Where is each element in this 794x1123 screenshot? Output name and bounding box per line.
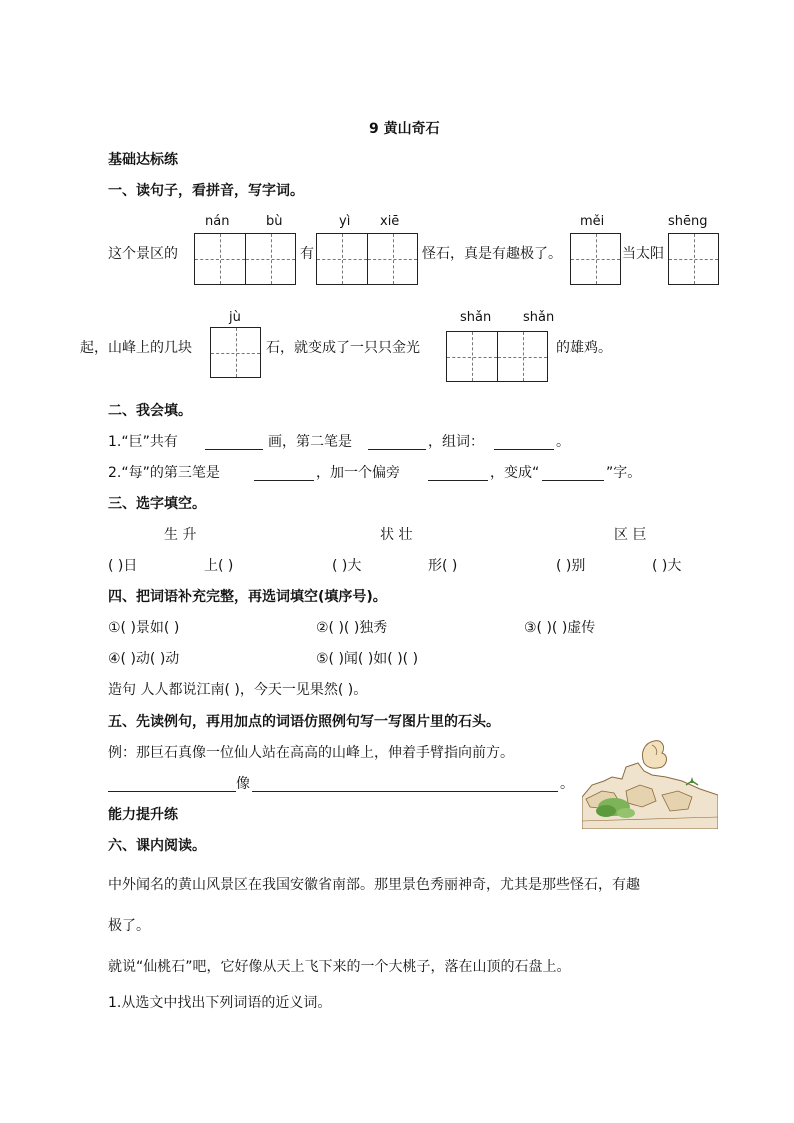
pinyin-nan: nán	[205, 214, 230, 229]
s2-q1-part1: 1.“巨”共有	[108, 434, 178, 450]
char-box-shanshan[interactable]	[446, 331, 548, 382]
pinyin-shan-2: shǎn	[523, 310, 555, 325]
s4-sentence[interactable]: 造句 人人都说江南( )，今天一见果然( )。	[108, 682, 368, 698]
s6-question-1: 1.从选文中找出下列词语的近义词。	[108, 995, 332, 1011]
s3-blank-1a[interactable]: ( )日	[108, 558, 138, 574]
section-3-heading: 三、选字填空。	[108, 496, 206, 512]
s1-text-a: 这个景区的	[108, 246, 178, 262]
s6-paragraph-1-line-2: 极了。	[108, 918, 150, 934]
pinyin-shan-1: shǎn	[460, 310, 492, 325]
s2-q1-blank-1[interactable]	[205, 449, 263, 450]
section-4-heading: 四、把词语补充完整，再选词填空(填序号)。	[108, 589, 387, 605]
s3-blank-3b[interactable]: ( )大	[652, 558, 682, 574]
s3-chars-group-2: 状 壮	[380, 527, 413, 543]
s4-item-1[interactable]: ①( )景如( )	[108, 620, 180, 636]
char-box-yixie[interactable]	[316, 233, 418, 285]
char-box-ju[interactable]	[210, 327, 261, 378]
s1-text-c: 怪石，真是有趣极了。	[422, 246, 562, 262]
s1-text-f: 石，就变成了一只只金光	[266, 340, 420, 356]
section-2-heading: 二、我会填。	[108, 403, 192, 419]
s2-q2-blank-2[interactable]	[428, 480, 488, 481]
s3-blank-2a[interactable]: ( )大	[332, 558, 362, 574]
s3-blank-3a[interactable]: ( )别	[556, 558, 586, 574]
char-box-mei[interactable]	[570, 233, 621, 285]
s2-q2-blank-3[interactable]	[542, 480, 604, 481]
s2-q2-part3: ，变成“	[490, 465, 540, 481]
s3-blank-1b[interactable]: 上( )	[204, 558, 234, 574]
pinyin-mei: měi	[580, 214, 605, 229]
s6-paragraph-2: 就说“仙桃石”吧，它好像从天上飞下来的一个大桃子，落在山顶的石盘上。	[108, 959, 571, 975]
s6-paragraph-1-line-1: 中外闻名的黄山风景区在我国安徽省南部。那里景色秀丽神奇，尤其是那些怪石，有趣	[108, 877, 640, 893]
s4-item-4[interactable]: ④( )动( )动	[108, 651, 180, 667]
pinyin-bu: bù	[266, 214, 283, 229]
s5-blank-description[interactable]	[252, 791, 558, 792]
pinyin-yi: yì	[339, 214, 351, 229]
s2-q1-part3: ，组词：	[428, 434, 484, 450]
section-1-heading: 一、读句子，看拼音，写字词。	[108, 183, 304, 199]
s2-q1-part2: 画，第二笔是	[268, 434, 352, 450]
s3-blank-2b[interactable]: 形( )	[428, 558, 458, 574]
page-title: 9 黄山奇石	[369, 121, 440, 137]
s1-text-g: 的雄鸡。	[556, 340, 612, 356]
s5-blank-subject[interactable]	[108, 791, 236, 792]
s3-chars-group-1: 生 升	[164, 527, 197, 543]
s4-item-5[interactable]: ⑤( )闻( )如( )( )	[316, 651, 419, 667]
s5-example: 例：那巨石真像一位仙人站在高高的山峰上，伸着手臂指向前方。	[108, 745, 514, 761]
char-box-sheng[interactable]	[668, 233, 719, 285]
section-5-heading: 五、先读例句，再用加点的词语仿照例句写一写图片里的石头。	[108, 714, 500, 730]
s1-text-e: 起，山峰上的几块	[80, 340, 192, 356]
pinyin-xie: xiē	[380, 214, 400, 229]
char-box-nanbu[interactable]	[194, 233, 296, 285]
s4-item-2[interactable]: ②( )( )独秀	[316, 620, 388, 636]
pinyin-ju: jù	[229, 310, 241, 325]
stone-illustration	[582, 737, 718, 829]
s2-q1-blank-3[interactable]	[494, 449, 554, 450]
s1-text-d: 当太阳	[622, 246, 664, 262]
section-6-heading: 六、课内阅读。	[108, 838, 206, 854]
s3-chars-group-3: 区 巨	[614, 527, 647, 543]
s2-q2-blank-1[interactable]	[254, 480, 314, 481]
s2-q2-part4: ”字。	[606, 465, 642, 481]
s2-q2-part2: ，加一个偏旁	[316, 465, 400, 481]
s2-q1-blank-2[interactable]	[368, 449, 426, 450]
s4-item-3[interactable]: ③( )( )虚传	[524, 620, 596, 636]
s1-text-b: 有	[300, 246, 314, 262]
section-basic-heading: 基础达标练	[108, 152, 178, 168]
s2-q1-part4: 。	[556, 434, 570, 450]
pinyin-sheng: shēng	[668, 214, 708, 229]
s5-end-mark: 。	[560, 776, 574, 792]
s2-q2-part1: 2.“每”的第三笔是	[108, 465, 220, 481]
s5-like-word: 像	[236, 776, 250, 792]
section-advanced-heading: 能力提升练	[108, 807, 178, 823]
